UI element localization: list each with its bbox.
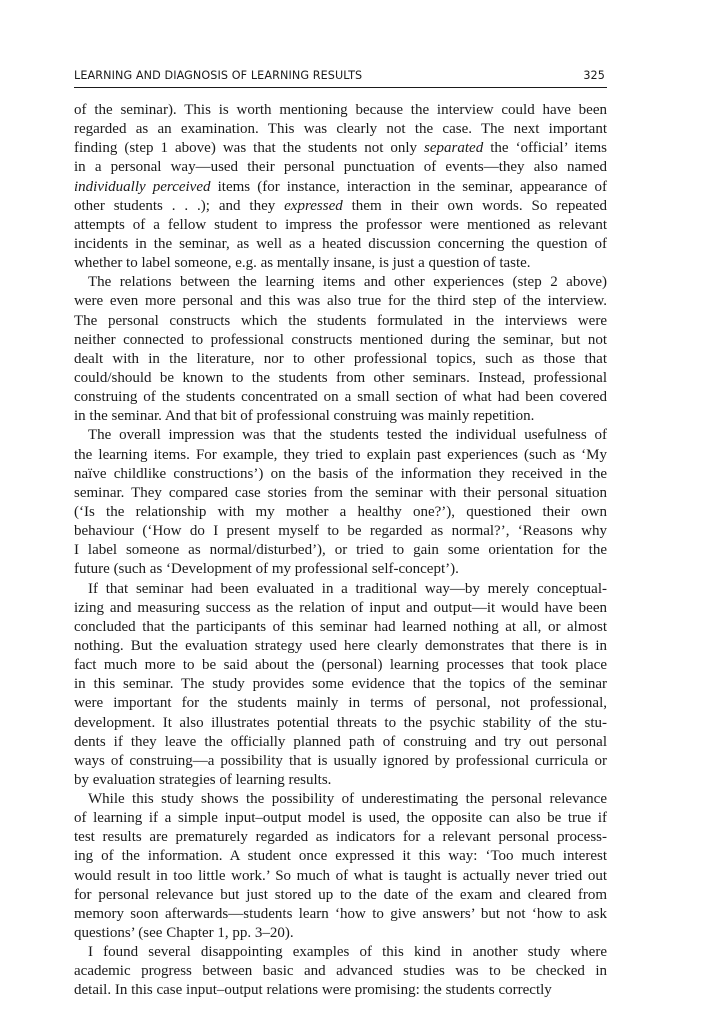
text-line — [74, 981, 607, 1000]
text-run: While this study shows the possibility of underestimating the personal relevance — [88, 791, 607, 808]
text-run: neither connected to professional constructs mentioned during the seminar, but not — [74, 331, 607, 348]
text-run: The relations between the learning items and other experiences (step 2 above) — [88, 274, 607, 291]
text-line — [74, 388, 607, 407]
text-run: I label someone as normal/disturbed’), or tried to gain some orientation for the — [74, 542, 607, 559]
text-line — [74, 905, 607, 924]
text-line — [74, 580, 607, 599]
paragraph — [74, 273, 607, 426]
text-run: I found several disappointing examples of this kind in another study where — [88, 944, 607, 961]
text-line — [74, 886, 607, 905]
italic-emphasis: expressed — [284, 197, 343, 214]
text-run: dealt with in the literature, nor to other professional topics, such as those that — [74, 350, 607, 367]
page-number: 325 — [583, 69, 605, 82]
text-run: the ‘official’ items — [483, 140, 607, 157]
text-line — [74, 465, 607, 484]
text-line — [74, 369, 607, 388]
text-run: ing of the information. A student once expressed it this way: ‘Too much interest — [74, 848, 607, 865]
text-run: fact much more to be said about the (personal) learning processes that took place — [74, 657, 607, 674]
text-line — [74, 560, 607, 579]
text-run: construing of the students concentrated on a small section of what had been covered — [74, 389, 607, 406]
text-run: behaviour (‘How do I present myself to be regarded as normal?’, ‘Reasons why — [74, 523, 607, 540]
text-run: If that seminar had been evaluated in a traditional way—by merely conceptual- — [88, 580, 607, 597]
text-run: The overall impression was that the students tested the individual usefulness of — [88, 427, 607, 444]
text-run: whether to label someone, e.g. as mentally insane, is just a question of taste. — [74, 255, 531, 272]
text-line — [74, 694, 607, 713]
text-run: ways of construing—a possibility that is usually ignored by professional curricula or — [74, 752, 607, 769]
text-line — [74, 847, 607, 866]
text-line — [74, 292, 607, 311]
text-run: incidents in the seminar, as well as a heated discussion concerning the question of — [74, 235, 607, 252]
text-line — [74, 407, 607, 426]
text-run: The personal constructs which the students formulated in the interviews were — [74, 312, 607, 329]
text-line — [74, 178, 607, 197]
text-line — [74, 618, 607, 637]
text-line — [74, 752, 607, 771]
italic-emphasis: separated — [424, 140, 484, 157]
text-run: them in their own words. So repeated — [342, 197, 608, 214]
text-line — [74, 790, 607, 809]
text-run: in this seminar. The study provides some evidence that the topics of the seminar — [74, 676, 607, 693]
text-line — [74, 771, 607, 790]
text-run: were important for the students mainly in terms of personal, not professional, — [74, 695, 607, 712]
text-run: regarded as an examination. This was clearly not the case. The next important — [74, 121, 607, 138]
text-run: concluded that the participants of this seminar had learned nothing at all, or almost — [74, 618, 607, 635]
text-run: test results are prematurely regarded as indicators for a relevant personal process- — [74, 829, 607, 846]
text-run: development. It also illustrates potential threats to the psychic stability of the stu- — [74, 714, 607, 731]
text-run: attempts of a fellow student to impress the professor were mentioned as relevant — [74, 216, 607, 233]
text-line — [74, 867, 607, 886]
text-run: items (for instance, interaction in the seminar, appearance of — [210, 178, 608, 195]
text-run: seminar. They compared case stories from the seminar with their personal situation — [74, 484, 607, 501]
paragraph — [74, 580, 607, 791]
text-run: could/should be known to the students from other seminars. Instead, professional — [74, 369, 607, 386]
text-run: were even more personal and this was also true for the third step of the interview. — [74, 293, 607, 310]
text-line — [74, 541, 607, 560]
text-run: memory soon afterwards—students learn ‘how to give answers’ but not ‘how to ask — [74, 905, 607, 922]
text-line — [74, 235, 607, 254]
text-line — [74, 962, 607, 981]
text-run: in a personal way—used their personal punctuation of events—they also named — [74, 159, 607, 176]
text-line — [74, 197, 607, 216]
text-run: of learning if a simple input–output model is used, the opposite can also be true if — [74, 810, 607, 827]
text-line — [74, 714, 607, 733]
text-line — [74, 828, 607, 847]
italic-emphasis: individually perceived — [74, 178, 211, 195]
text-line — [74, 522, 607, 541]
text-line — [74, 656, 607, 675]
text-line — [74, 158, 607, 177]
text-line — [74, 426, 607, 445]
text-run: questions’ (see Chapter 1, pp. 3–20). — [74, 925, 294, 942]
text-run: izing and measuring success as the relation of input and output—it would have been — [74, 599, 607, 616]
text-run: of the seminar). This is worth mentioning because the interview could have been — [74, 102, 607, 118]
text-run: academic progress between basic and advanced studies was to be checked in — [74, 963, 607, 980]
text-run: for personal relevance but just stored up to the date of the exam and cleared from — [74, 886, 607, 903]
running-head — [74, 67, 607, 87]
header-rule — [74, 87, 607, 88]
paragraph — [74, 790, 607, 943]
text-run: detail. In this case input–output relations were promising: the students correctly — [74, 982, 552, 999]
paragraph — [74, 101, 607, 273]
text-line — [74, 120, 607, 139]
text-line — [74, 446, 607, 465]
text-line — [74, 924, 607, 943]
text-line — [74, 733, 607, 752]
text-line — [74, 484, 607, 503]
text-line — [74, 101, 607, 120]
body-text — [74, 101, 607, 1001]
text-line — [74, 503, 607, 522]
paragraph — [74, 943, 607, 1000]
text-line — [74, 637, 607, 656]
text-line — [74, 809, 607, 828]
book-page — [74, 0, 607, 1024]
text-line — [74, 139, 607, 158]
text-line — [74, 331, 607, 350]
text-run: dents if they leave the officially planned path of construing and try out personal — [74, 733, 607, 750]
text-line — [74, 350, 607, 369]
text-run: (‘Is the relationship with my mother a healthy one?’), questioned their own — [74, 503, 607, 520]
text-run: by evaluation strategies of learning results. — [74, 771, 332, 788]
text-run: naïve childlike constructions’) on the basis of the information they received in the — [74, 465, 607, 482]
text-line — [74, 254, 607, 273]
text-line — [74, 216, 607, 235]
text-line — [74, 675, 607, 694]
text-run: other students . . .); and they — [74, 197, 285, 214]
paragraph — [74, 426, 607, 579]
text-run: the learning items. For example, they tried to explain past experiences (such as ‘My — [74, 446, 607, 463]
text-run: future (such as ‘Development of my professional self-concept’). — [74, 561, 459, 578]
text-line — [74, 312, 607, 331]
text-run: nothing. But the evaluation strategy used here clearly demonstrates that there is in — [74, 637, 607, 654]
text-line — [74, 599, 607, 618]
running-head-title: LEARNING AND DIAGNOSIS OF LEARNING RESULTS — [74, 69, 363, 82]
text-run: would result in too little work.’ So much of what is taught is actually never tried out — [74, 867, 607, 884]
text-run: finding (step 1 above) was that the students not only — [74, 140, 425, 157]
text-line — [74, 943, 607, 962]
text-line — [74, 273, 607, 292]
text-run: in the seminar. And that bit of professional construing was mainly repetition. — [74, 408, 535, 425]
